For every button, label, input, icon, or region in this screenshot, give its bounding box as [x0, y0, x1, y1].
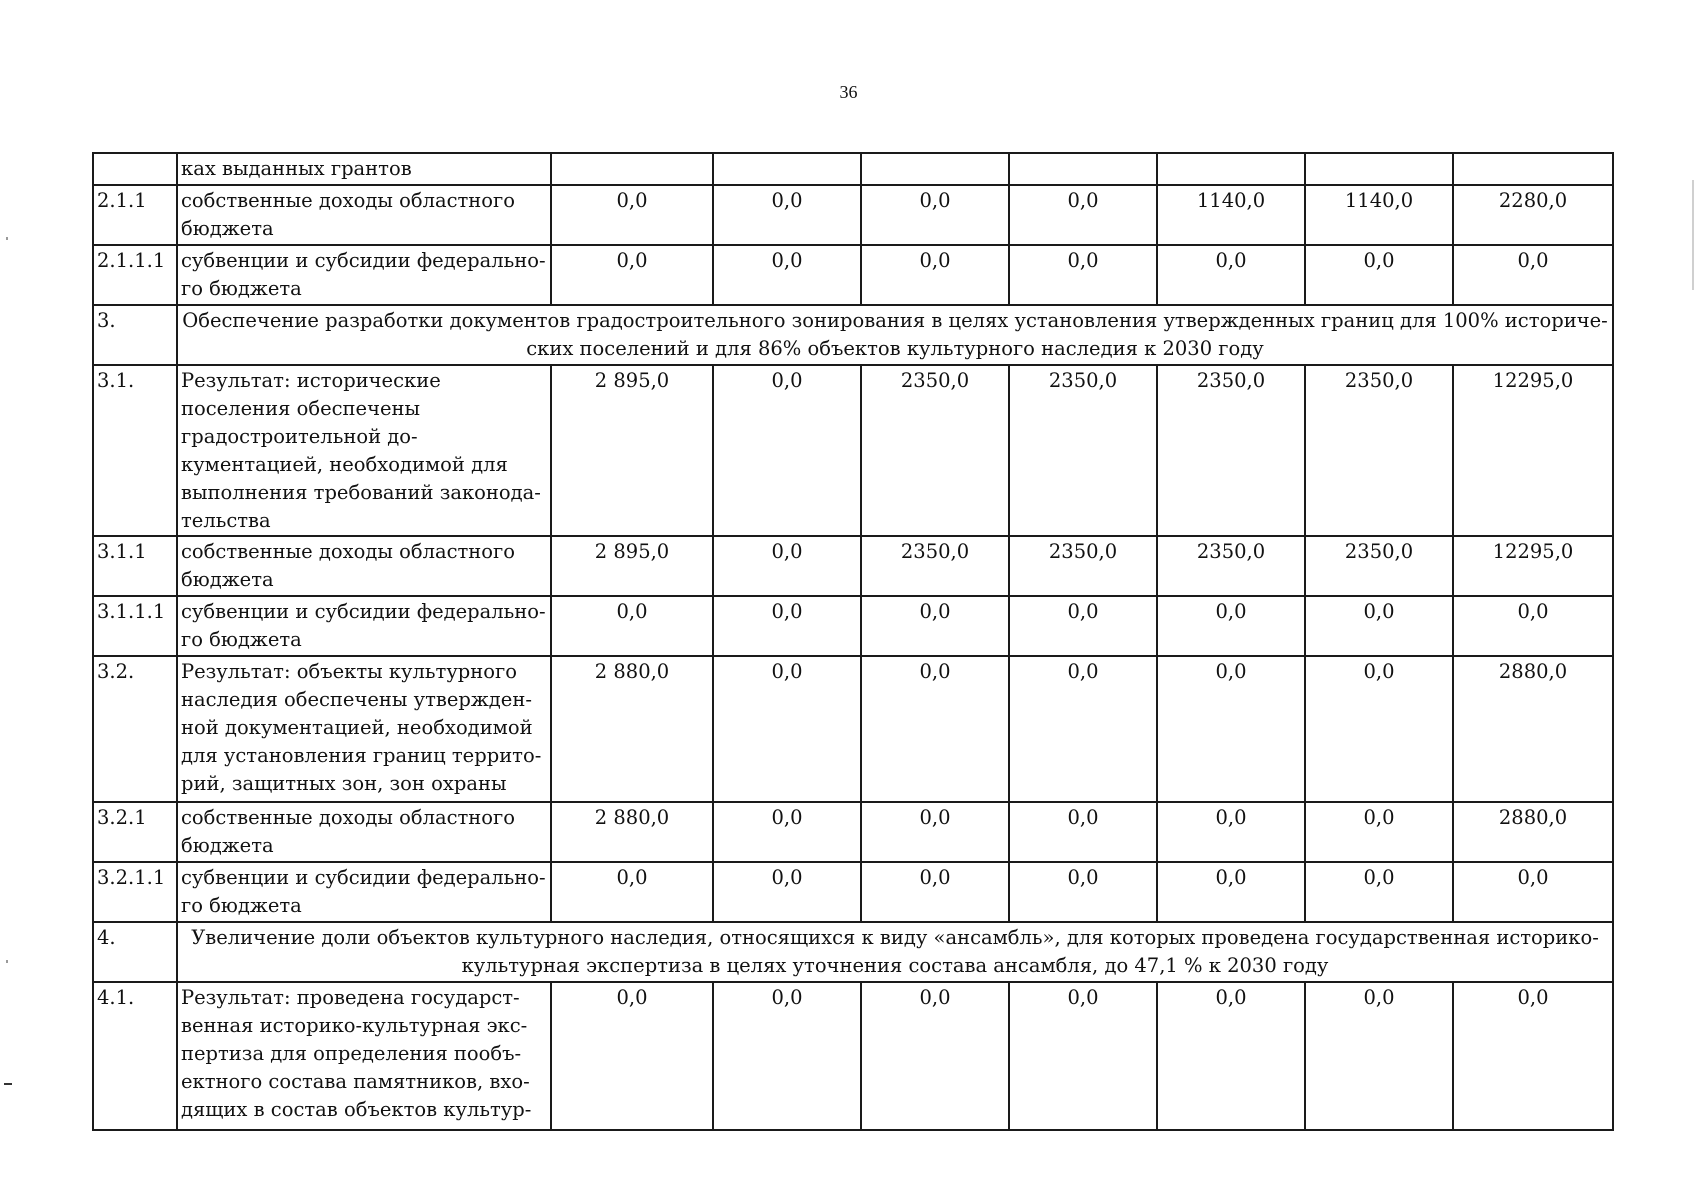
budget-table	[92, 152, 1614, 1131]
value-cell: 0,0	[1305, 596, 1453, 656]
row-number-cell: 4.	[93, 922, 177, 982]
value-cell: 0,0	[861, 245, 1009, 305]
description-cell: Результат: проведена государст-венная историко-культурная экс-пертиза для определения пообъ-ектного состава памятников, вхо-дящих в состав объектов культур-	[177, 982, 551, 1130]
description-cell: Результат: объекты культурного наследия обеспечены утвержден-ной документацией, необходимой для установления границ террито-рий, защитных зон, зон охраны	[177, 656, 551, 802]
description-cell: субвенции и субсидии федерально-го бюджета	[177, 245, 551, 305]
value-cell: 0,0	[551, 982, 713, 1130]
value-cell: 2350,0	[1157, 536, 1305, 596]
row-number-cell: 3.2.	[93, 656, 177, 802]
value-cell: 0,0	[1305, 802, 1453, 862]
table-row	[93, 536, 1613, 596]
value-cell: 1140,0	[1305, 185, 1453, 245]
row-number-cell: 3.2.1	[93, 802, 177, 862]
value-cell: 0,0	[861, 802, 1009, 862]
table-row	[93, 862, 1613, 922]
description-cell: субвенции и субсидии федерально-го бюджета	[177, 862, 551, 922]
value-cell: 0,0	[713, 365, 861, 536]
scan-mark	[4, 1083, 12, 1085]
table-row	[93, 153, 1613, 185]
value-cell: 0,0	[1009, 245, 1157, 305]
value-cell	[551, 153, 713, 185]
value-cell: 2880,0	[1453, 802, 1613, 862]
scan-mark	[6, 237, 8, 240]
value-cell: 0,0	[1157, 596, 1305, 656]
description-cell: ках выданных грантов	[177, 153, 551, 185]
goal-text-cell: Обеспечение разработки документов градостроительного зонирования в целях установления утвержденных границ для 100% историче-ских поселений и для 86% объектов культурного наследия к 2030 году	[177, 305, 1613, 365]
goal-row	[93, 922, 1613, 982]
value-cell: 0,0	[1157, 656, 1305, 802]
value-cell: 2 895,0	[551, 536, 713, 596]
value-cell: 0,0	[713, 185, 861, 245]
value-cell: 2280,0	[1453, 185, 1613, 245]
value-cell: 0,0	[1009, 982, 1157, 1130]
table-row	[93, 596, 1613, 656]
value-cell: 0,0	[1305, 862, 1453, 922]
row-number-cell: 3.1.1.1	[93, 596, 177, 656]
value-cell: 0,0	[713, 862, 861, 922]
row-number-cell: 3.1.1	[93, 536, 177, 596]
value-cell: 0,0	[713, 536, 861, 596]
value-cell: 0,0	[551, 862, 713, 922]
value-cell: 2350,0	[861, 536, 1009, 596]
scan-mark	[1692, 180, 1694, 290]
value-cell: 0,0	[861, 656, 1009, 802]
value-cell: 0,0	[713, 596, 861, 656]
row-number-cell: 3.	[93, 305, 177, 365]
value-cell: 0,0	[713, 982, 861, 1130]
value-cell: 2350,0	[1009, 536, 1157, 596]
value-cell: 0,0	[861, 862, 1009, 922]
table-row	[93, 982, 1613, 1130]
value-cell: 0,0	[1009, 596, 1157, 656]
value-cell: 0,0	[1009, 185, 1157, 245]
scan-mark	[6, 960, 8, 963]
value-cell: 0,0	[713, 656, 861, 802]
value-cell: 0,0	[1453, 596, 1613, 656]
value-cell: 0,0	[1157, 982, 1305, 1130]
value-cell: 0,0	[551, 596, 713, 656]
value-cell: 2350,0	[1305, 365, 1453, 536]
value-cell: 2350,0	[1305, 536, 1453, 596]
table-row	[93, 245, 1613, 305]
value-cell	[1009, 153, 1157, 185]
value-cell: 0,0	[861, 185, 1009, 245]
value-cell	[861, 153, 1009, 185]
row-number-cell: 3.1.	[93, 365, 177, 536]
table-row	[93, 802, 1613, 862]
value-cell: 0,0	[1009, 862, 1157, 922]
value-cell: 0,0	[1305, 245, 1453, 305]
row-number-cell: 4.1.	[93, 982, 177, 1130]
value-cell: 0,0	[1157, 862, 1305, 922]
description-cell: собственные доходы областного бюджета	[177, 536, 551, 596]
row-number-cell: 2.1.1	[93, 185, 177, 245]
row-number-cell: 3.2.1.1	[93, 862, 177, 922]
value-cell: 0,0	[1157, 802, 1305, 862]
value-cell: 0,0	[861, 596, 1009, 656]
value-cell	[1157, 153, 1305, 185]
value-cell: 12295,0	[1453, 365, 1613, 536]
value-cell	[1305, 153, 1453, 185]
description-cell: собственные доходы областного бюджета	[177, 802, 551, 862]
value-cell: 0,0	[551, 185, 713, 245]
value-cell	[713, 153, 861, 185]
description-cell: собственные доходы областного бюджета	[177, 185, 551, 245]
value-cell: 2350,0	[1009, 365, 1157, 536]
table-body	[93, 153, 1613, 1130]
description-cell: субвенции и субсидии федерально-го бюджета	[177, 596, 551, 656]
value-cell: 0,0	[551, 245, 713, 305]
description-cell: Результат: исторические поселения обеспечены градостроительной до-кументацией, необходимой для выполнения требований законода-тельства	[177, 365, 551, 536]
value-cell: 0,0	[1453, 245, 1613, 305]
value-cell: 1140,0	[1157, 185, 1305, 245]
value-cell: 0,0	[1305, 656, 1453, 802]
table-row	[93, 185, 1613, 245]
value-cell: 0,0	[1009, 656, 1157, 802]
row-number-cell	[93, 153, 177, 185]
goal-text-cell: Увеличение доли объектов культурного наследия, относящихся к виду «ансамбль», для которых проведена государственная историко-культурная экспертиза в целях уточнения состава ансамбля, до 47,1 % к 2030 году	[177, 922, 1613, 982]
value-cell: 0,0	[713, 802, 861, 862]
row-number-cell: 2.1.1.1	[93, 245, 177, 305]
value-cell: 0,0	[1453, 862, 1613, 922]
table-row	[93, 656, 1613, 802]
goal-row	[93, 305, 1613, 365]
value-cell: 0,0	[1009, 802, 1157, 862]
value-cell: 0,0	[1305, 982, 1453, 1130]
table-row	[93, 365, 1613, 536]
value-cell: 2350,0	[1157, 365, 1305, 536]
value-cell: 12295,0	[1453, 536, 1613, 596]
value-cell: 0,0	[1453, 982, 1613, 1130]
page-number: 36	[839, 82, 858, 102]
value-cell: 2 880,0	[551, 656, 713, 802]
value-cell	[1453, 153, 1613, 185]
value-cell: 0,0	[1157, 245, 1305, 305]
value-cell: 2 895,0	[551, 365, 713, 536]
value-cell: 0,0	[861, 982, 1009, 1130]
value-cell: 2350,0	[861, 365, 1009, 536]
value-cell: 2880,0	[1453, 656, 1613, 802]
value-cell: 2 880,0	[551, 802, 713, 862]
value-cell: 0,0	[713, 245, 861, 305]
